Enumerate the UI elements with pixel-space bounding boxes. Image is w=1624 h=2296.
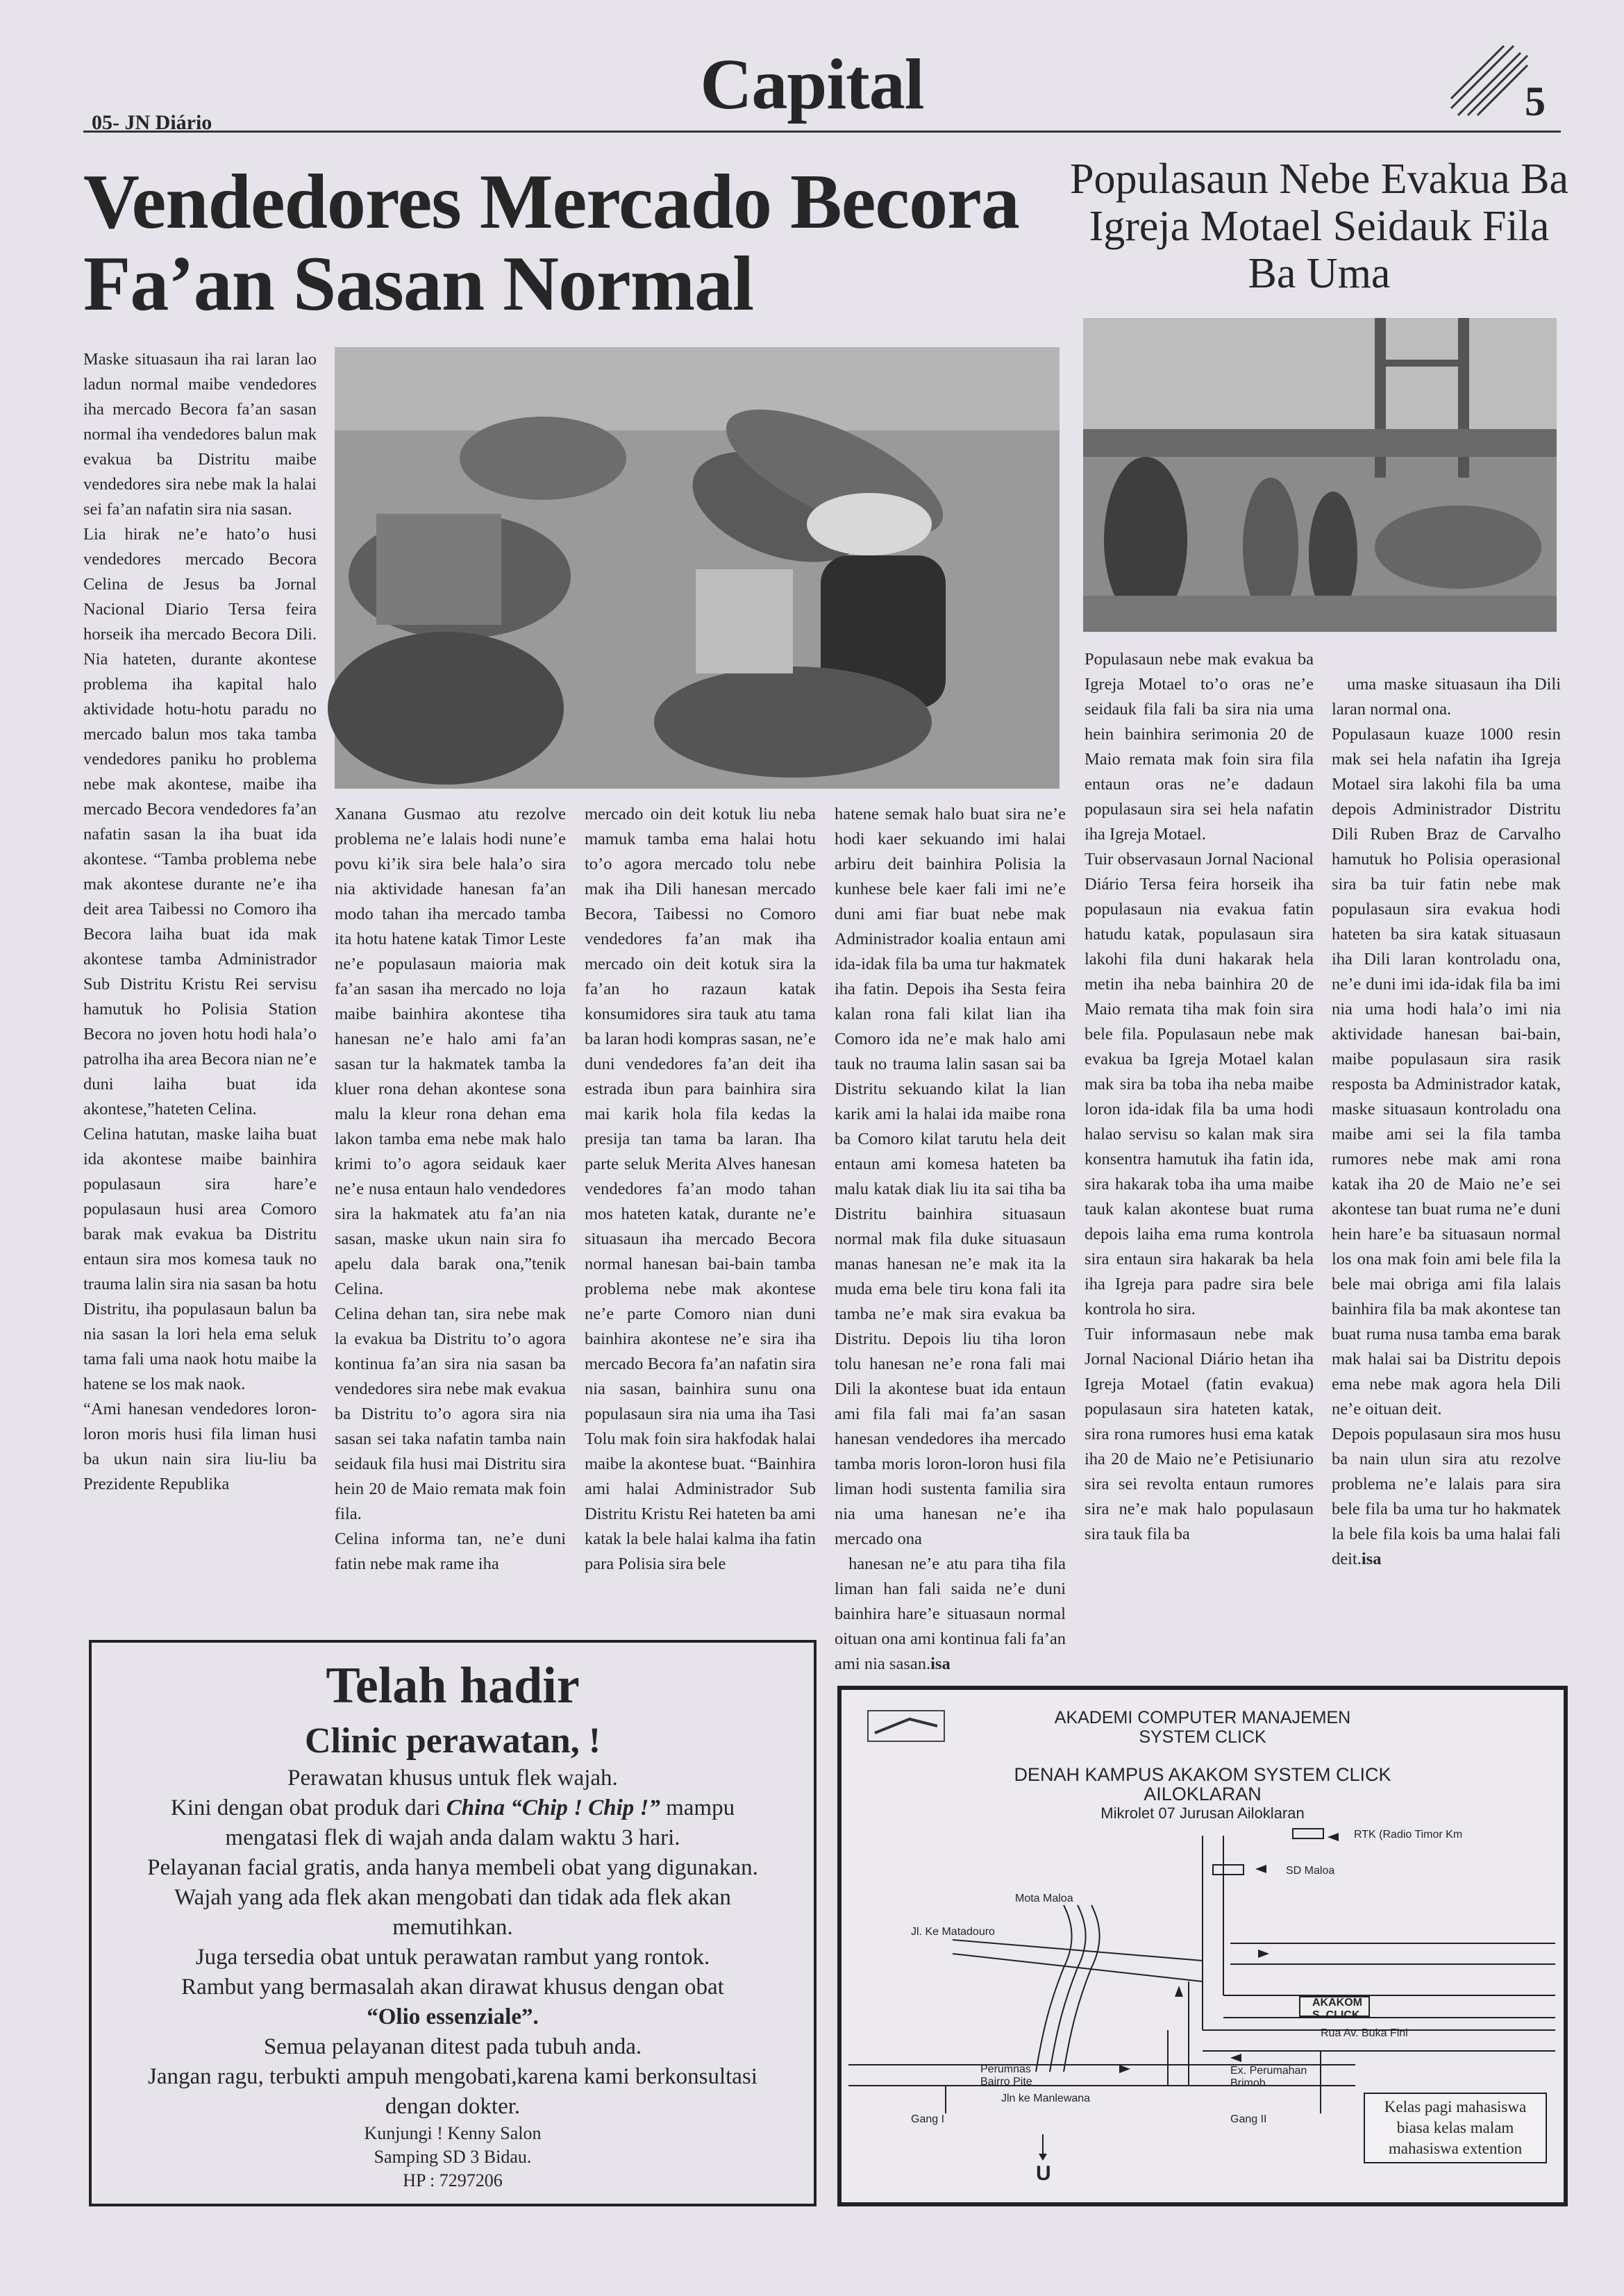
map-label-manlewana: Jln ke Manlewana [1001,2093,1091,2104]
clinic-ad-subtitle: Clinic perawatan, ! [304,1721,601,1761]
clinic-ad-line: Pelayanan facial gratis, anda hanya membeli obat yang digunakan. [147,1855,758,1880]
masthead-rule [83,131,1561,133]
market-photo [335,347,1060,789]
class-schedule-notice [1364,2093,1547,2163]
map-label-gang1: Gang I [911,2113,945,2125]
main-article-col4-text: hatene semak halo buat sira ne’e hodi kaer sekuando imi halai arbiru deit bainhira Polisia la kunhese bele kaer fali imi ne’e duni ami fiar buat nebe mak Administrador koalia entaun ami ida-idak fila ba uma tur hakmatek iha fatin. Depois iha Sesta feira kalan rona fali kilat lian iha Comoro ida ne’e mak halo ami tauk no trauma lalin sasan sai ba Distritu sekuando kilat la lian karik ami la halai ida maibe rona ba Comoro kilat tarutu hela deit entaun ami komesa hateten ba malu katak diak liu ita sai tiha ba Distritu bainhira situasaun normal mak fila duke situasaun manas hanesan ne’e mak ita la muda ema bele tiru kona fali ita tamba ne’e mak sira evakua ba Distritu. Depois liu tiha loron tolu hanesan ne’e rona fali mai Dili la akontese buat ida entaun ami fila fali mai fa’an sasan hanesan vendedores iha mercado tamba moris loron-loron husi fila liman hodi sustenta familia sira nia uma hanesan ne’e iha mercado ona [835,805,1071,1548]
notice-line: mahasiswa extention [1388,2140,1523,2157]
clinic-ad [89,1640,817,2206]
section-title: Capital [700,44,924,124]
map-label-mota: Mota Maloa [1015,1893,1073,1904]
map-label-brimob: Brimob [1230,2077,1266,2089]
campus-ad-title: AKADEMI COMPUTER MANAJEMEN [1054,1708,1351,1727]
second-article-signoff: isa [1361,1550,1382,1568]
main-article-col2: Xanana Gusmao atu rezolve problema ne’e lalais hodi nune’e povu ki’ik sira bele hala’o sira nia aktividade hanesan fa’an modo tahan iha mercado tamba ita hotu hatene katak Timor Leste ne’e populasaun maioria mak fa’an sasan iha mercado no loja maibe bainhira akontese tiha hanesan ne’e halo ami fa’an sasan tur la hakmatek tamba la kluer rona dehan akontese sona malu la kleur rona dehan ema lakon tamba ema nebe mak halo krimi to’o agora seidauk kaer ne’e nusa entaun halo vendedores sira la hakmatek atu fa’an nia sasan, maske ukun nain sira fo apelu dala barak ona,”tenik Celina. Celina dehan tan, sira nebe mak la evakua ba Distritu to’o agora kontinua fa’an sira nia sasan ba vendedores sira nebe mak evakua ba Distritu to’o agora sira nia sasan sei taka nafatin tamba nain seidauk fila husi mai Distritu sira hein 20 de Maio remata mak foin fila. Celina informa tan, ne’e duni fatin nebe mak rame iha [335,805,566,1573]
main-article-signoff: isa [930,1654,951,1673]
map-label-bukafini: Rua Av. Buka Fini [1321,2027,1408,2039]
clinic-ad-contact: Samping SD 3 Bidau. [374,2147,532,2167]
second-article-col2-text: uma maske situasaun iha Dili laran normal ona. Populasaun kuaze 1000 resin mak sei hela nafatin iha Igreja Motael sira lakohi fila ba uma depois Administrador Distritu Dili Ruben Braz de Carvalho hamutuk ho Polisia operasional sira ba tuir fatin nebe mak populasaun sira evakua hodi hateten ba sira katak situasaun iha Dili laran kontroladu ona, ne’e duni imi ida-idak fila ba imi nia uma hodi hala’o imi nia aktividade hanesan bai-bain, maibe populasaun sira rasik resposta ba Administrador katak, maske situasaun kontroladu ona maibe ami sei la fila tamba rumores nebe mak ami rona katak iha 20 de Maio ne’e sei akontese tan buat ruma ne’e duni hein hare’e ba situasaun normal los ona mak foin ami bele fila la bele mai obriga ami fila lalais bainhira fila ba mak akontese tan buat ruma nusa tamba ema barak mak halai sai ba Distritu depois ema nebe mak agora hela Dili ne’e oituan deit. Depois populasaun sira mos husu ba nain ulun sira atu rezolve problema ne’e lalais para sira bele fila ba uma tur ho hakmatek la bele fila kois ba uma halai fali deit. [1332,675,1561,1568]
issue-label: 05- JN Diário [92,111,212,134]
clinic-ad-title: Telah hadir [326,1657,580,1714]
map-north-label: U [1036,2162,1051,2185]
main-headline: Vendedores Mercado Becora Fa’an Sasan Normal [83,159,1019,327]
notice-line: biasa kelas malam [1396,2119,1514,2136]
map-label-gang2: Gang II [1230,2113,1267,2125]
clinic-ad-line: Semua pelayanan ditest pada tubuh anda. [263,2034,642,2059]
church-photo [1083,318,1557,632]
campus-map-title: DENAH KAMPUS AKAKOM SYSTEM CLICK [1014,1764,1391,1785]
map-label-sd: SD Maloa [1286,1865,1335,1877]
second-article-col2 [1332,647,1561,1689]
main-article-col4-text: hanesan ne’e atu para tiha fila liman han fali saida ne’e duni bainhira hare’e situasaun normal oituan ona ami kontinua fali fa’an ami nia sasan. [835,1555,1071,1673]
clinic-ad-line: dengan dokter. [385,2094,521,2119]
map-label-matadouro: Jl. Ke Matadouro [911,1926,995,1938]
clinic-ad-line: Perawatan khusus untuk flek wajah. [287,1766,618,1791]
map-label-akakom: AKAKOM [1312,1997,1362,2009]
notice-line: Kelas pagi mahasiswa [1384,2098,1527,2115]
map-label-akakom: S. CLICK [1312,2009,1360,2021]
clinic-ad-line: “Olio essenziale”. [367,2004,539,2029]
campus-ad-title: SYSTEM CLICK [1139,1727,1266,1747]
page-number: 5 [1525,78,1546,124]
campus-map-drawing [842,1822,1555,2113]
map-label-perumnas: Perumnas [980,2063,1031,2075]
campus-map-subtitle: AILOKLARAN [1144,1784,1262,1804]
clinic-ad-line [92,1793,814,1823]
clinic-ad-line: Jangan ragu, terbukti ampuh mengobati,karena kami berkonsultasi [148,2064,757,2089]
campus-map-route: Mikrolet 07 Jurusan Ailoklaran [1100,1804,1305,1822]
map-label-rtk: RTK (Radio Timor Km [1354,1829,1463,1841]
clinic-ad-contact: Kunjungi ! Kenny Salon [364,2123,542,2143]
campus-map-ad [837,1686,1568,2206]
clinic-ad-line: mengatasi flek di wajah anda dalam waktu 3 hari. [225,1825,680,1850]
arrow-down-icon [1036,2134,1050,2162]
main-article-col1: Maske situasaun iha rai laran lao ladun normal maibe vendedores iha mercado Becora fa’an sasan normal iha vendedores balun mak evakua ba Distritu maibe vendedores sira nebe mak la halai sei fa’an nafatin sira nia sasan. Lia hirak ne’e hato’o husi vendedores mercado Becora Celina de Jesus ba Jornal Nacional Diario Tersa feira horseik iha mercado Becora Dili. Nia hateten, durante akontese problema iha kapital halo aktividade hotu-hotu paradu no mercado balun mos taka tamba vendedores paniku ho problema nebe mak akontese, maibe iha mercado Becora vendedores fa’an nafatin sasan la iha buat ida akontese. “Tamba problema nebe mak akontese durante ne’e iha deit area Taibessi no Comoro iha Becora laiha buat ida mak akontese tamba Administrador Sub Distritu Kristu Rei servisu hamutuk ho Polisia Station Becora no joven hotu hodi hala’o patrolha iha area Becora nian ne’e duni laiha buat ida akontese,”hateten Celina. Celina hatutan, maske laiha buat ida akontese maibe bainhira populasaun sira hare’e populasaun husi area Comoro barak mak evakua ba Distritu entaun sira mos komesa tauk no trauma lalin sira nia sasan ba hotu Distritu, iha populasaun balun ba nia sasan la lori hela ema seluk tama fali uma naok hotu maibe la hatene se los mak naok. “Ami hanesan vendedores loron-loron moris husi fila liman husi ba ukun nain sira liu-liu ba Prezidente Republika [83,350,317,1493]
map-label-perumnas: Bairro Pite [980,2076,1032,2088]
main-article-col3: mercado oin deit kotuk liu neba mamuk tamba ema halai hotu to’o agora mercado tolu nebe mak iha Dili hanesan mercado Becora, Taibessi no Comoro vendedores fa’an mak iha mercado oin deit kotuk sira la fa’an ho razaun katak konsumidores sira tauk atu tama ba laran hodi kompras sasan, ne’e duni vendedores fa’an deit iha estrada ibun para bainhira sira mai karik hola fila kedas la presija tan tama ba laran. Iha parte seluk Merita Alves hanesan vendedores fa’an modo tahan mos hateten katak, durante ne’e situasaun iha mercado Becora normal hanesan bai-bain tamba problema nebe mak akontese ne’e parte Comoro nian duni bainhira akontese ne’e sira iha mercado Becora fa’an nafatin sira nia sasan, bainhira sunu ona populasaun sira nia uma iha Tasi Tolu mak foin sira hakfodak halai maibe la akontese buat. “Bainhira ami halai Administrador Sub Distritu Kristu Rei hateten ba ami katak la bele halai kalma iha fatin para Polisia sira bele [585,805,821,1573]
clinic-ad-line: Juga tersedia obat untuk perawatan rambut yang rontok. [195,1945,710,1970]
clinic-ad-product: China “Chip ! Chip !” [446,1795,660,1820]
clinic-ad-line: Rambut yang bermasalah akan dirawat khusus dengan obat [181,1975,724,2000]
clinic-ad-line: memutihkan. [392,1915,513,1940]
main-article-col4 [835,802,1071,1684]
stripes-icon [1451,46,1527,122]
second-article-col1: Populasaun nebe mak evakua ba Igreja Motael to’o oras ne’e seidauk fila fali ba sira nia uma hein bainhira serimonia 20 de Maio remata mak foin sira fila entaun oras ne’e dadaun populasaun sira sei hela nafatin iha Igreja Motael. Tuir observasaun Jornal Nacional Diário Tersa feira horseik iha populasaun nia evakua fatin hatudu katak, populasaun sira lakohi fila duni hakarak hela metin iha neba bainhira 20 de Maio remata tiha mak foin sira bele fila. Populasaun nebe mak evakua ba Igreja Motael kalan mak sira ba toba iha neba maibe loron ida-idak fila ba uma hodi halao servisu so kalan mak sira konsentra hamutuk iha fatin ida, sira hakarak toba iha uma maibe tauk kalan akontese buat ruma depois laiha ema ruma kontrola sira entaun sira hakarak ba hela iha Igreja para padre sira bele kontrola ho sira. Tuir informasaun nebe mak Jornal Nacional Diário hetan iha Igreja Motael (fatin evakua) populasaun sira hateten katak, sira rona rumores husi ema katak iha 20 de Maio ne’e Petisiunario sira sei revolta entaun rumores sira ne’e mak halo populasaun sira tauk fila ba [1085,650,1314,1543]
clinic-ad-line-part: mampu [660,1795,735,1820]
clinic-ad-line-part: Kini dengan obat produk dari [170,1795,446,1820]
second-headline: Populasaun Nebe Evakua Ba Igreja Motael Seidauk Fila Ba Uma [1070,156,1568,297]
map-label-brimob: Ex. Perumahan [1230,2065,1307,2077]
clinic-ad-contact: HP : 7297206 [403,2170,503,2190]
clinic-ad-line: Wajah yang ada flek akan mengobati dan tidak ada flek akan [174,1885,731,1910]
